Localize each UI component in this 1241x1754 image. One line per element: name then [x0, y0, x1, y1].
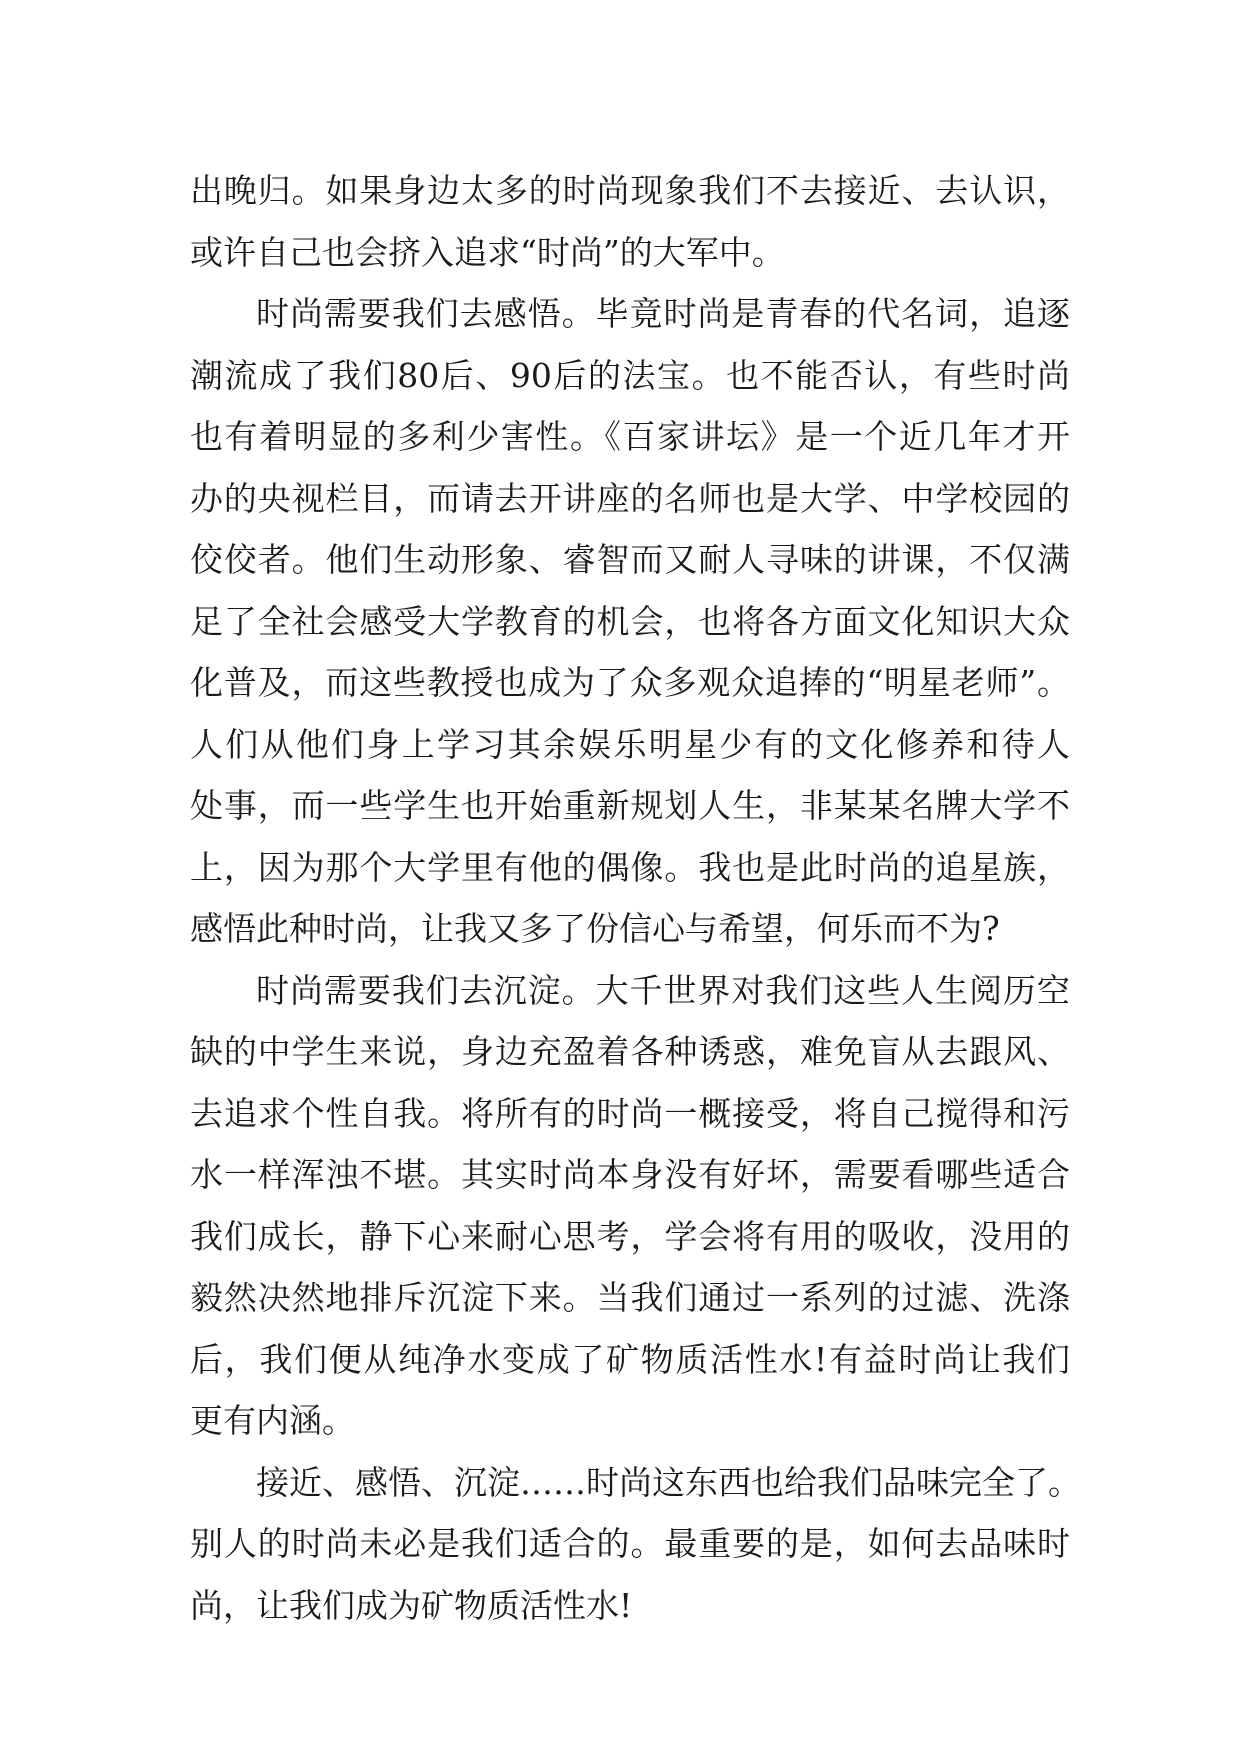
- text-line: 上，因为那个大学里有他的偶像。我也是此时尚的追星族，: [190, 847, 1070, 887]
- paragraph: [190, 283, 1070, 960]
- text-line: 缺的中学生来说，身边充盈着各种诱惑，难免盲从去跟风、: [190, 1032, 1070, 1071]
- text-line: 化普及，而这些教授也成为了众多观众追捧的“明星老师”。: [190, 663, 1070, 702]
- text-line: 办的央视栏目，而请去开讲座的名师也是大学、中学校园的: [190, 478, 1070, 518]
- text-line: 时尚需要我们去感悟。毕竟时尚是青春的代名词，追逐: [256, 294, 1070, 333]
- paragraph: [190, 960, 1070, 1452]
- text-line: 我们成长，静下心来耐心思考，学会将有用的吸收，没用的: [190, 1216, 1070, 1256]
- text-line: 潮流成了我们80后、90后的法宝。也不能否认，有些时尚: [190, 355, 1070, 395]
- paragraph: [190, 1452, 1081, 1637]
- text-line: 感悟此种时尚，让我又多了份信心与希望，何乐而不为?: [190, 909, 1000, 948]
- text-line: 别人的时尚未必是我们适合的。最重要的是，如何去品味时: [190, 1524, 1070, 1563]
- text-line: 佼佼者。他们生动形象、睿智而又耐人寻味的讲课，不仅满: [190, 540, 1070, 579]
- text-line: 去追求个性自我。将所有的时尚一概接受，将自己搅得和污: [190, 1093, 1070, 1133]
- text-line: 更有内涵。: [190, 1401, 355, 1440]
- text-line: 毅然决然地排斥沉淀下来。当我们通过一系列的过滤、洗涤: [190, 1278, 1070, 1317]
- text-line: 时尚需要我们去沉淀。大千世界对我们这些人生阅历空: [256, 970, 1070, 1010]
- text-line: 水一样浑浊不堪。其实时尚本身没有好坏，需要看哪些适合: [190, 1155, 1070, 1194]
- text-line: 也有着明显的多利少害性。《百家讲坛》是一个近几年才开: [190, 417, 1070, 456]
- text-line: 接近、感悟、沉淀……时尚这东西也给我们品味完全了。: [256, 1462, 1081, 1502]
- text-line: 出晚归。如果身边太多的时尚现象我们不去接近、去认识，: [190, 171, 1070, 210]
- text-line: 人们从他们身上学习其余娱乐明星少有的文化修养和待人: [190, 724, 1070, 764]
- text-line: 尚，让我们成为矿物质活性水!: [190, 1585, 633, 1625]
- text-line: 足了全社会感受大学教育的机会，也将各方面文化知识大众: [190, 601, 1070, 641]
- text-line: 处事，而一些学生也开始重新规划人生，非某某名牌大学不: [190, 786, 1070, 825]
- paragraph: [190, 160, 1070, 283]
- document-body: [190, 160, 1081, 1636]
- text-line: 后，我们便从纯净水变成了矿物质活性水!有益时尚让我们: [190, 1339, 1070, 1379]
- text-line: 或许自己也会挤入追求“时尚”的大军中。: [190, 232, 785, 272]
